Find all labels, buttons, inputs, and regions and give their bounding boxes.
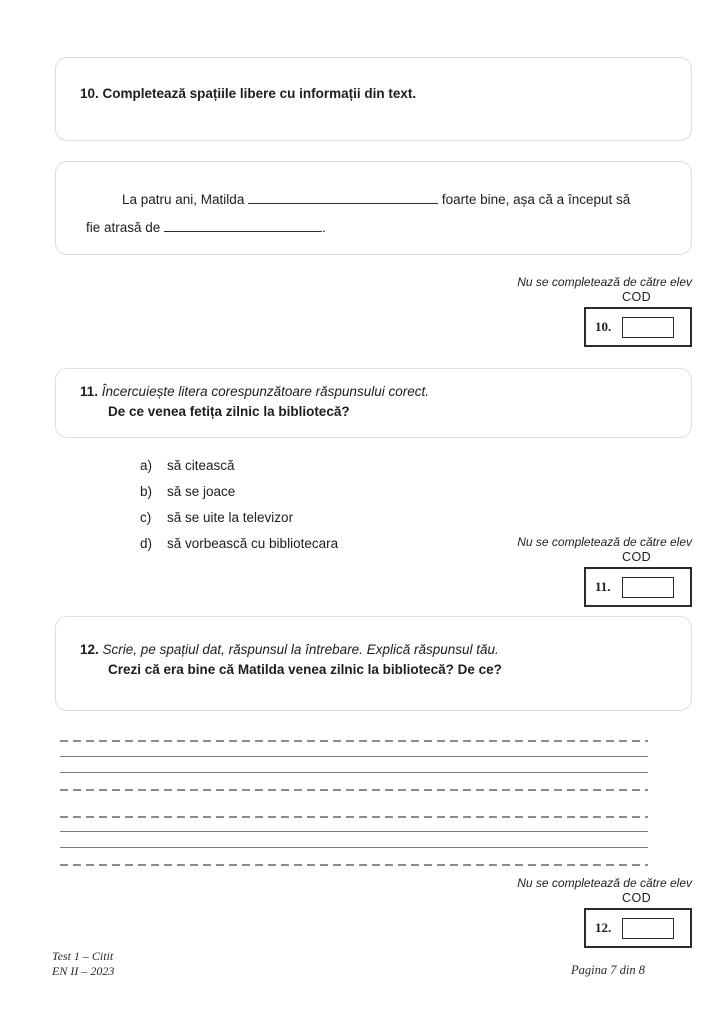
question-11-options xyxy=(140,458,338,562)
question-10-header-box xyxy=(55,57,692,141)
option-c xyxy=(140,510,338,536)
fill-in-sentence-line-1 xyxy=(86,186,657,214)
cod-label: COD xyxy=(622,891,651,905)
question-12-instruction: Scrie, pe spațiul dat, răspunsul la întrebare. Explică răspunsul tău. xyxy=(102,642,499,657)
cod-question-number: 12. xyxy=(595,920,612,935)
fill-in-sentence-line-2 xyxy=(86,214,657,242)
writing-line-solid xyxy=(60,831,648,832)
footer-page-number: Pagina 7 din 8 xyxy=(571,963,645,977)
sentence-period: . xyxy=(322,220,326,235)
writing-line-dashed xyxy=(60,740,648,742)
question-10-content-box xyxy=(55,161,692,255)
question-10-number: 10. xyxy=(80,86,99,101)
question-11-number: 11. xyxy=(80,384,99,399)
option-d-text: să vorbească cu bibliotecara xyxy=(167,536,339,551)
option-c-text: să se uite la televizor xyxy=(167,510,294,525)
footer-test-identifier xyxy=(52,949,114,979)
cod-block-q12 xyxy=(432,876,692,948)
writing-line-dashed xyxy=(60,789,648,791)
cod-label: COD xyxy=(622,550,651,564)
option-a xyxy=(140,458,338,484)
cod-score-box xyxy=(584,567,692,607)
sentence-fragment: foarte bine, așa că a început să xyxy=(441,192,631,207)
answer-blank-2 xyxy=(164,218,322,232)
cod-label: COD xyxy=(622,290,651,304)
cod-question-number: 11. xyxy=(595,579,611,594)
cod-score-box xyxy=(584,307,692,347)
option-d-letter: d) xyxy=(140,536,153,551)
writing-line-dashed xyxy=(60,864,648,866)
writing-line-solid xyxy=(60,756,648,757)
footer-test-name: Test 1 – Citit xyxy=(52,949,114,963)
question-10-instruction: Completează spațiile libere cu informații din text. xyxy=(102,86,417,101)
cod-score-box xyxy=(584,908,692,948)
option-a-text: să citească xyxy=(167,458,235,473)
cod-empty-field xyxy=(622,918,674,939)
cod-question-number: 10. xyxy=(595,319,612,334)
footer-test-year: EN II – 2023 xyxy=(52,964,115,978)
question-12-question: Crezi că era bine că Matilda venea zilnic la bibliotecă? De ce? xyxy=(108,662,502,677)
not-filled-by-student-note: Nu se completează de către elev xyxy=(517,275,692,289)
sentence-fragment: La patru ani, Matilda xyxy=(122,192,245,207)
question-12-number: 12. xyxy=(80,642,99,657)
question-11-question: De ce venea fetița zilnic la bibliotecă? xyxy=(108,404,350,419)
writing-lines-area xyxy=(60,740,648,870)
writing-line-solid xyxy=(60,772,648,773)
cod-block-q10 xyxy=(432,275,692,347)
option-b xyxy=(140,484,338,510)
question-11-header-box xyxy=(55,368,692,438)
cod-block-q11 xyxy=(432,535,692,607)
option-b-text: să se joace xyxy=(167,484,236,499)
option-b-letter: b) xyxy=(140,484,153,499)
option-d xyxy=(140,536,338,562)
not-filled-by-student-note: Nu se completează de către elev xyxy=(517,876,692,890)
writing-line-dashed xyxy=(60,816,648,818)
question-12-header-box xyxy=(55,616,692,711)
question-10-instruction-line xyxy=(80,85,671,102)
not-filled-by-student-note: Nu se completează de către elev xyxy=(517,535,692,549)
question-12-instruction-line xyxy=(80,641,671,658)
question-11-instruction-line xyxy=(80,383,671,400)
sentence-fragment: fie atrasă de xyxy=(86,220,161,235)
writing-line-solid xyxy=(60,847,648,848)
answer-blank-1 xyxy=(248,190,438,204)
question-11-instruction: Încercuiește litera corespunzătoare răspunsului corect. xyxy=(101,384,429,399)
option-a-letter: a) xyxy=(140,458,153,473)
cod-empty-field xyxy=(622,317,674,338)
cod-empty-field xyxy=(622,577,674,598)
option-c-letter: c) xyxy=(140,510,152,525)
